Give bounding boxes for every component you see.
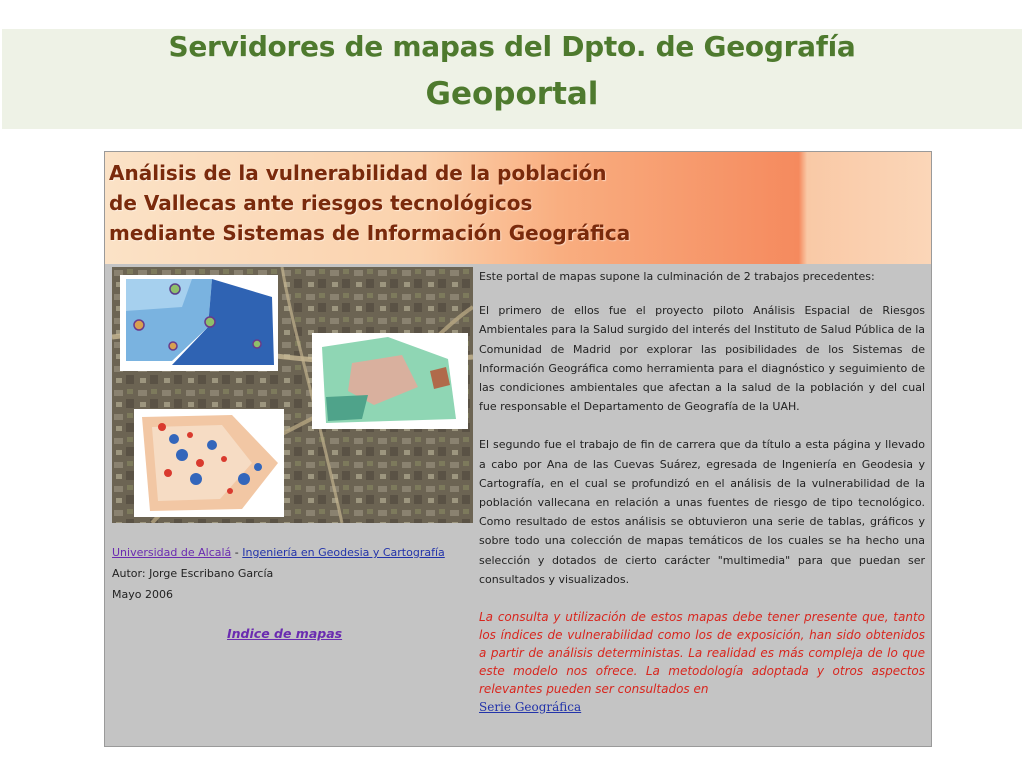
page-header-banner [105,152,931,264]
link-separator: - [231,546,243,559]
date-text: Mayo 2006 [112,588,173,601]
header-line: de Vallecas ante riesgos tecnológicos [109,191,533,215]
description-paragraph: El segundo fue el trabajo de fin de carrera que da título a esta página y llevado a cabo por Ana de las Cuevas Suárez, egresada de Ingeniería en Geodesia y Cartografía, en el cual se profundizó en el análisis de la vulnerabilidad de la población vallecana en relación a unas fuentes de riesgo de tipo tecnológico. Como resultado de estos análisis se obtuvieron una serie de tablas, gráficos y sobre todo una colección de mapas temáticos de los cuales se ha hecho una selección y dotados de cierto carácter "multimedia" para que puedan ser consultados y visualizados. [479,438,925,586]
warning-text: La consulta y utilización de estos mapas debe tener presente que, tanto los índices de vulnerabilidad como los de exposición, han sido obtenidos a partir de análisis deterministas. La realidad es más compleja de lo que este modelo nos ofrece. La metodología adoptada y otros aspectos relevantes pueden ser consultados en [479,610,925,697]
map-collage-image [112,267,473,523]
webpage-screenshot [104,151,932,747]
slide-title: Servidores de mapas del Dpto. de Geografía [168,30,856,63]
slide-subtitle: Geoportal [425,76,599,112]
header-line: mediante Sistemas de Información Geográfica [109,221,631,245]
portal-credits [112,544,477,607]
header-line: Análisis de la vulnerabilidad de la población [109,161,607,185]
degree-link[interactable]: Ingeniería en Geodesia y Cartografía [242,546,445,559]
serie-geografica-link[interactable]: Serie Geográfica [479,700,582,715]
intro-paragraph: Este portal de mapas supone la culminación de 2 trabajos precedentes: [479,270,875,283]
description-paragraph: El primero de ellos fue el proyecto piloto Análisis Espacial de Riesgos Ambientales para la Salud surgido del interés del Instituto de Salud Pública de la Comunidad de Madrid por explorar las posibilidades de los Sistemas de Información Geográfica como herramienta para el diagnóstico y seguimiento de las condiciones ambientales que afectan a la salud de la población y del cual fue responsable el Departamento de Geografía de la UAH. [479,304,925,414]
population-bubble-map [120,275,278,371]
author-text: Autor: Jorge Escribano García [112,567,274,580]
portal-description [479,267,925,716]
university-link[interactable]: Universidad de Alcalá [112,546,232,559]
incidence-dot-map [134,409,284,517]
link-row [112,544,477,565]
page-header-title [109,158,630,248]
warning-paragraph [479,608,925,716]
map-index-link[interactable]: Indice de mapas [227,626,343,641]
zoning-map [312,333,468,429]
